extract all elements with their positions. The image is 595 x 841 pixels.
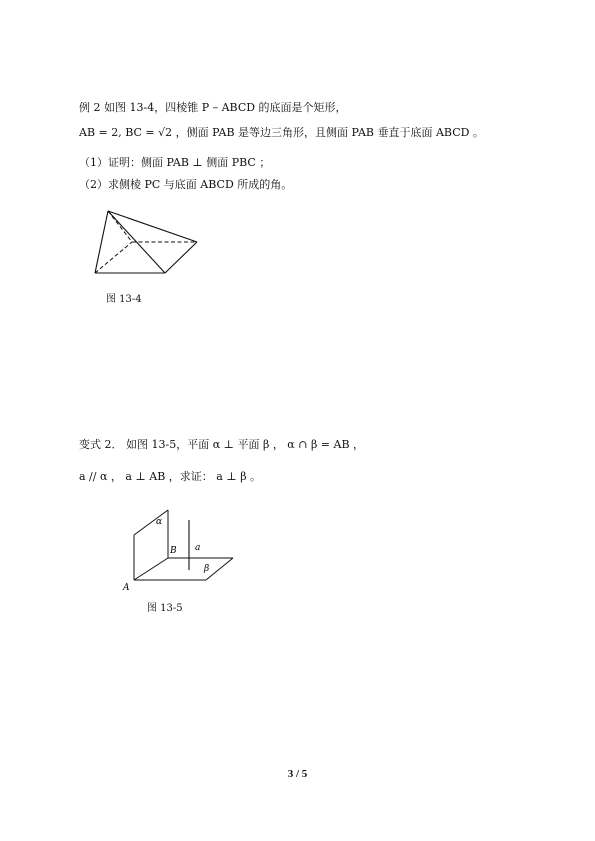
example2-line2: AB = 2, BC = √2 ，侧面 PAB 是等边三角形，且侧面 PAB 垂直于底面 ABCD 。	[79, 126, 484, 139]
label-alpha: α	[156, 517, 163, 527]
pyramid-figure	[85, 205, 210, 285]
planes-figure	[118, 505, 243, 593]
figure-13-5-caption: 图 13-5	[147, 603, 183, 614]
variant2-line1: 变式 2． 如图 13-5，平面 α ⊥ 平面 β ， α ∩ β = AB ，	[79, 438, 365, 451]
label-B: B	[170, 546, 177, 556]
example2-question1: （1）证明：侧面 PAB ⊥ 侧面 PBC ；	[79, 156, 271, 169]
example2-line1: 例 2 如图 13-4，四棱锥 P – ABCD 的底面是个矩形，	[79, 101, 347, 114]
page-number: 3 / 5	[287, 768, 308, 780]
label-A: A	[123, 583, 130, 593]
variant2-line2: a // α ， a ⊥ AB ，求证： a ⊥ β 。	[79, 470, 262, 483]
example2-question2: （2）求侧棱 PC 与底面 ABCD 所成的角。	[79, 178, 293, 191]
label-beta: β	[204, 564, 210, 574]
label-a: a	[195, 543, 201, 553]
figure-13-4-caption: 图 13-4	[106, 294, 142, 305]
